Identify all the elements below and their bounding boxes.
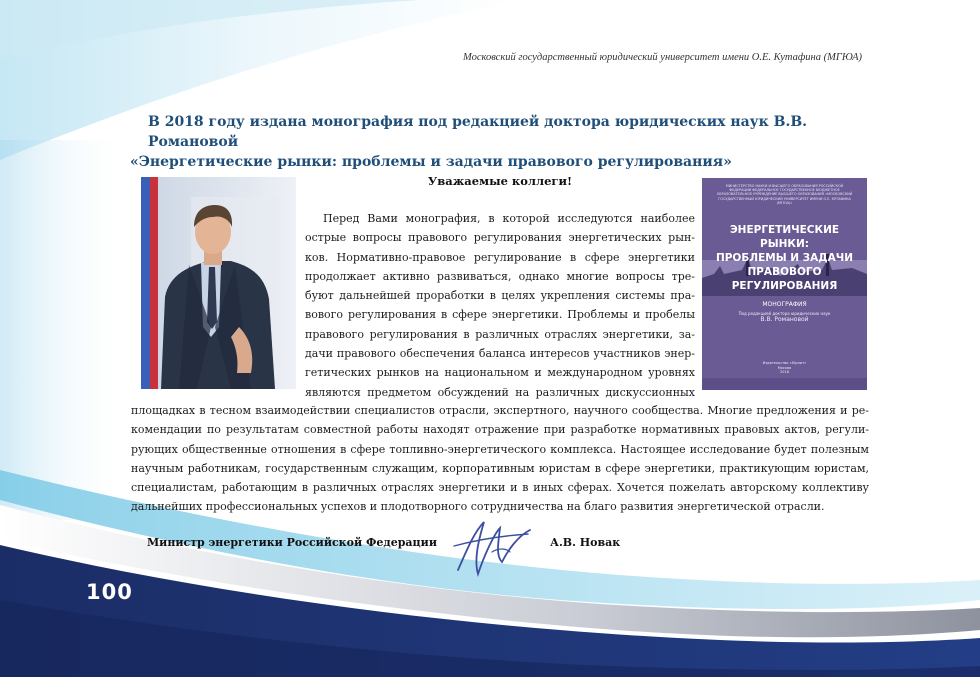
letter-line: Перед Вами монография, в которой исследуются наиболее (323, 212, 695, 225)
letter-line: являются предметом обсуждений на различных дискуссионных (305, 385, 695, 399)
letter-line: научным работникам, государственным служащим, корпоративным юристам в сфере энергетики, практикующим юристам, (131, 461, 869, 475)
letter-line: правового регулирования в различных отраслях энергетики, за- (305, 327, 695, 341)
cover-editor (702, 311, 867, 322)
book-cover (702, 178, 867, 390)
headline-line-1: В 2018 году издана монография под редакцией доктора юридических наук В.В. Романовой (148, 114, 808, 150)
letter-line: гетических рынков на национальном и международном уровнях (305, 366, 695, 380)
letter-line: вового регулирования в сфере энергетики. Проблемы и пробелы (305, 308, 695, 322)
cover-institution: МИНИСТЕРСТВО НАУКИ И ВЫСШЕГО ОБРАЗОВАНИЯ РОССИЙСКОЙ ФЕДЕРАЦИИ ФЕДЕРАЛЬНОЕ ГОСУДАРСТВЕННОЕ БЮДЖЕТНОЕ ОБРАЗОВАТЕЛЬНОЕ УЧРЕЖДЕНИЕ ВЫСШЕГО ОБРАЗОВАНИЯ «МОСКОВСКИЙ ГОСУДАРСТВЕННЫЙ ЮРИДИЧЕСКИЙ УНИВЕРСИТЕТ ИМЕНИ О.Е. КУТАФИНА (МГЮА)» (716, 184, 853, 205)
cover-editor-line: Под редакцией доктора юридических наук (738, 311, 831, 316)
letter-line: дачи правового обеспечения баланса интересов участников энер- (305, 347, 695, 361)
greeting: Уважаемые коллеги! (427, 174, 573, 188)
portrait-illustration (131, 177, 296, 389)
letter-wide-text (131, 401, 869, 517)
page-number: 100 (86, 580, 133, 604)
letter-line: специалистам, работающим в различных отраслях энергетики и в иных сферах. Хочется пожелать авторскому коллективу (131, 481, 869, 495)
letter-line: острые вопросы правового регулирования энергетических рын- (305, 231, 695, 245)
headline-line-2: «Энергетические рынки: проблемы и задачи правового регулирования» (130, 154, 732, 170)
cover-subtitle: МОНОГРАФИЯ (762, 301, 807, 308)
cover-title: ЭНЕРГЕТИЧЕСКИЕ РЫНКИ: ПРОБЛЕМЫ И ЗАДАЧИ ПРАВОВОГО РЕГУЛИРОВАНИЯ (715, 224, 854, 292)
minister-portrait (131, 177, 296, 389)
letter-line: продолжает активно развиваться, однако многие вопросы тре- (305, 269, 695, 283)
letter-line: комендации по результатам совместной работы находят отражение при разработке нормативных правовых актов, регули- (131, 423, 869, 437)
signer-name: А.В. Новак (550, 536, 621, 549)
cover-publisher: Издательство «Юрлит» Москва 2018 (762, 361, 807, 374)
university-header: Московский государственный юридический университет имени О.Е. Кутафина (МГЮА) (462, 52, 862, 63)
letter-column-text (305, 209, 695, 402)
letter-line: дальнейших профессиональных успехов и плодотворного сотрудничества на благо развития энергетической отрасли. (131, 500, 825, 514)
signer-title: Министр энергетики Российской Федерации (147, 536, 437, 549)
letter-line: площадках в тесном взаимодействии специалистов отрасли, экспертного, научного сообщества. Многие предложения и ре- (131, 404, 869, 417)
letter-line: ков. Нормативно-правовое регулирование в сфере энергетики (305, 250, 695, 264)
page-headline (130, 112, 870, 172)
cover-editor-name: В.В. Романовой (760, 315, 809, 323)
letter-line: буют дальнейшей проработки в целях укрепления системы пра- (305, 289, 695, 303)
letter-line: рующих общественные отношения в сфере топливно-энергетического комплекса. Настоящее исследование будет полезным (131, 442, 869, 456)
handwritten-signature (448, 512, 538, 582)
